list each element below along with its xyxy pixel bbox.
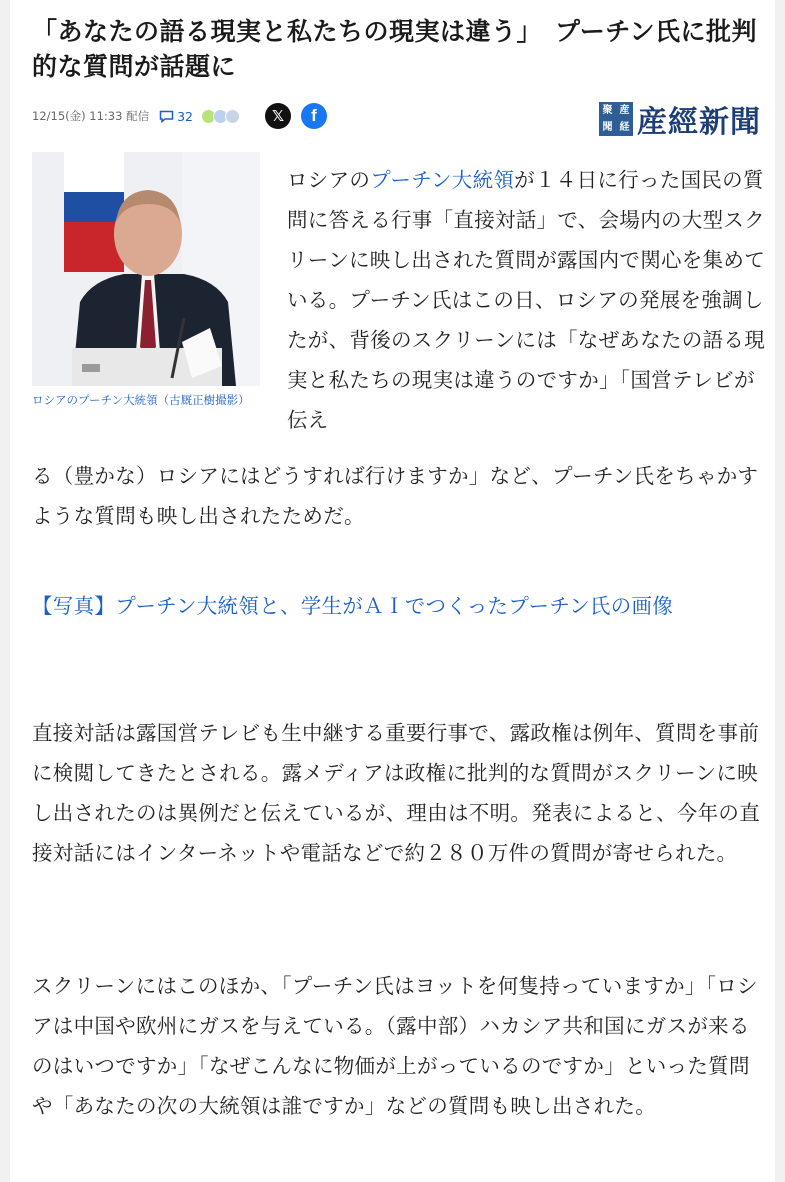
body-paragraph-2: 直接対話は露国営テレビも生中継する重要行事で、露政権は例年、質問を事前に検閲してきたとされる。露メディアは政権に批判的な質問がスクリーンに映し出されたのは異例だと伝えているが、理由は不明。発表によると、今年の直接対話にはインターネットや電話などで約２８０万件の質問が寄せられた。 — [32, 721, 760, 865]
lead-paragraph: ロシアのプーチン大統領が１４日に行った国民の質問に答える行事「直接対話」で、会場内の大型スクリーンに映し出された質問が露国内で関心を集めている。プーチン氏はこの日、ロシアの発展を強調したが、背後のスクリーンには「なぜあなたの語る現実と私たちの現実は違うのですか」「国営テレビが伝え — [287, 168, 765, 432]
publish-datetime: 12/15(金) 11:33 配信 — [32, 109, 150, 123]
x-share-icon[interactable]: 𝕏 — [265, 103, 291, 129]
photo-caption: ロシアのプーチン大統領（古厩正樹撮影） — [32, 393, 250, 407]
share-buttons — [265, 103, 327, 129]
comment-link[interactable] — [159, 109, 193, 124]
speaker-photo-illustration — [32, 152, 260, 386]
article-title: 「あなたの語る現実と私たちの現実は違う」 プーチン氏に批判的な質問が話題に — [32, 17, 758, 81]
article-photo[interactable] — [32, 152, 264, 409]
publisher-mark-icon: 聚 産 聞 経 — [599, 102, 633, 136]
putin-photo[interactable] — [32, 152, 260, 386]
putin-link[interactable]: プーチン大統領 — [370, 168, 515, 192]
comment-bubble-icon — [159, 110, 174, 123]
article-page — [10, 0, 775, 1182]
frown-emoji-icon — [225, 109, 240, 124]
comment-count: 32 — [177, 108, 193, 124]
related-photo-link[interactable]: 【写真】プーチン大統領と、学生がＡＩでつくったプーチン氏の画像 — [32, 594, 674, 618]
publisher-name: 産經新聞 — [637, 105, 761, 140]
facebook-share-icon[interactable]: f — [301, 103, 327, 129]
body-paragraph-3: スクリーンにはこのほか、「プーチン氏はヨットを何隻持っていますか」「ロシアは中国や欧州にガスを与えている。（露中部）ハカシア共和国にガスが来るのはいつですか」「なぜこんなに物価が上がっているのですか」といった質問や「あなたの次の大統領は誰ですか」などの質問も映し出された。 — [32, 974, 758, 1118]
article-meta — [32, 102, 327, 130]
reaction-emoji-icons[interactable] — [201, 109, 237, 124]
lead-paragraph-continued: る（豊かな）ロシアにはどうすれば行けますか」など、プーチン氏をちゃかすような質問も映し出されたためだ。 — [32, 464, 759, 528]
publisher-logo[interactable] — [599, 97, 761, 141]
